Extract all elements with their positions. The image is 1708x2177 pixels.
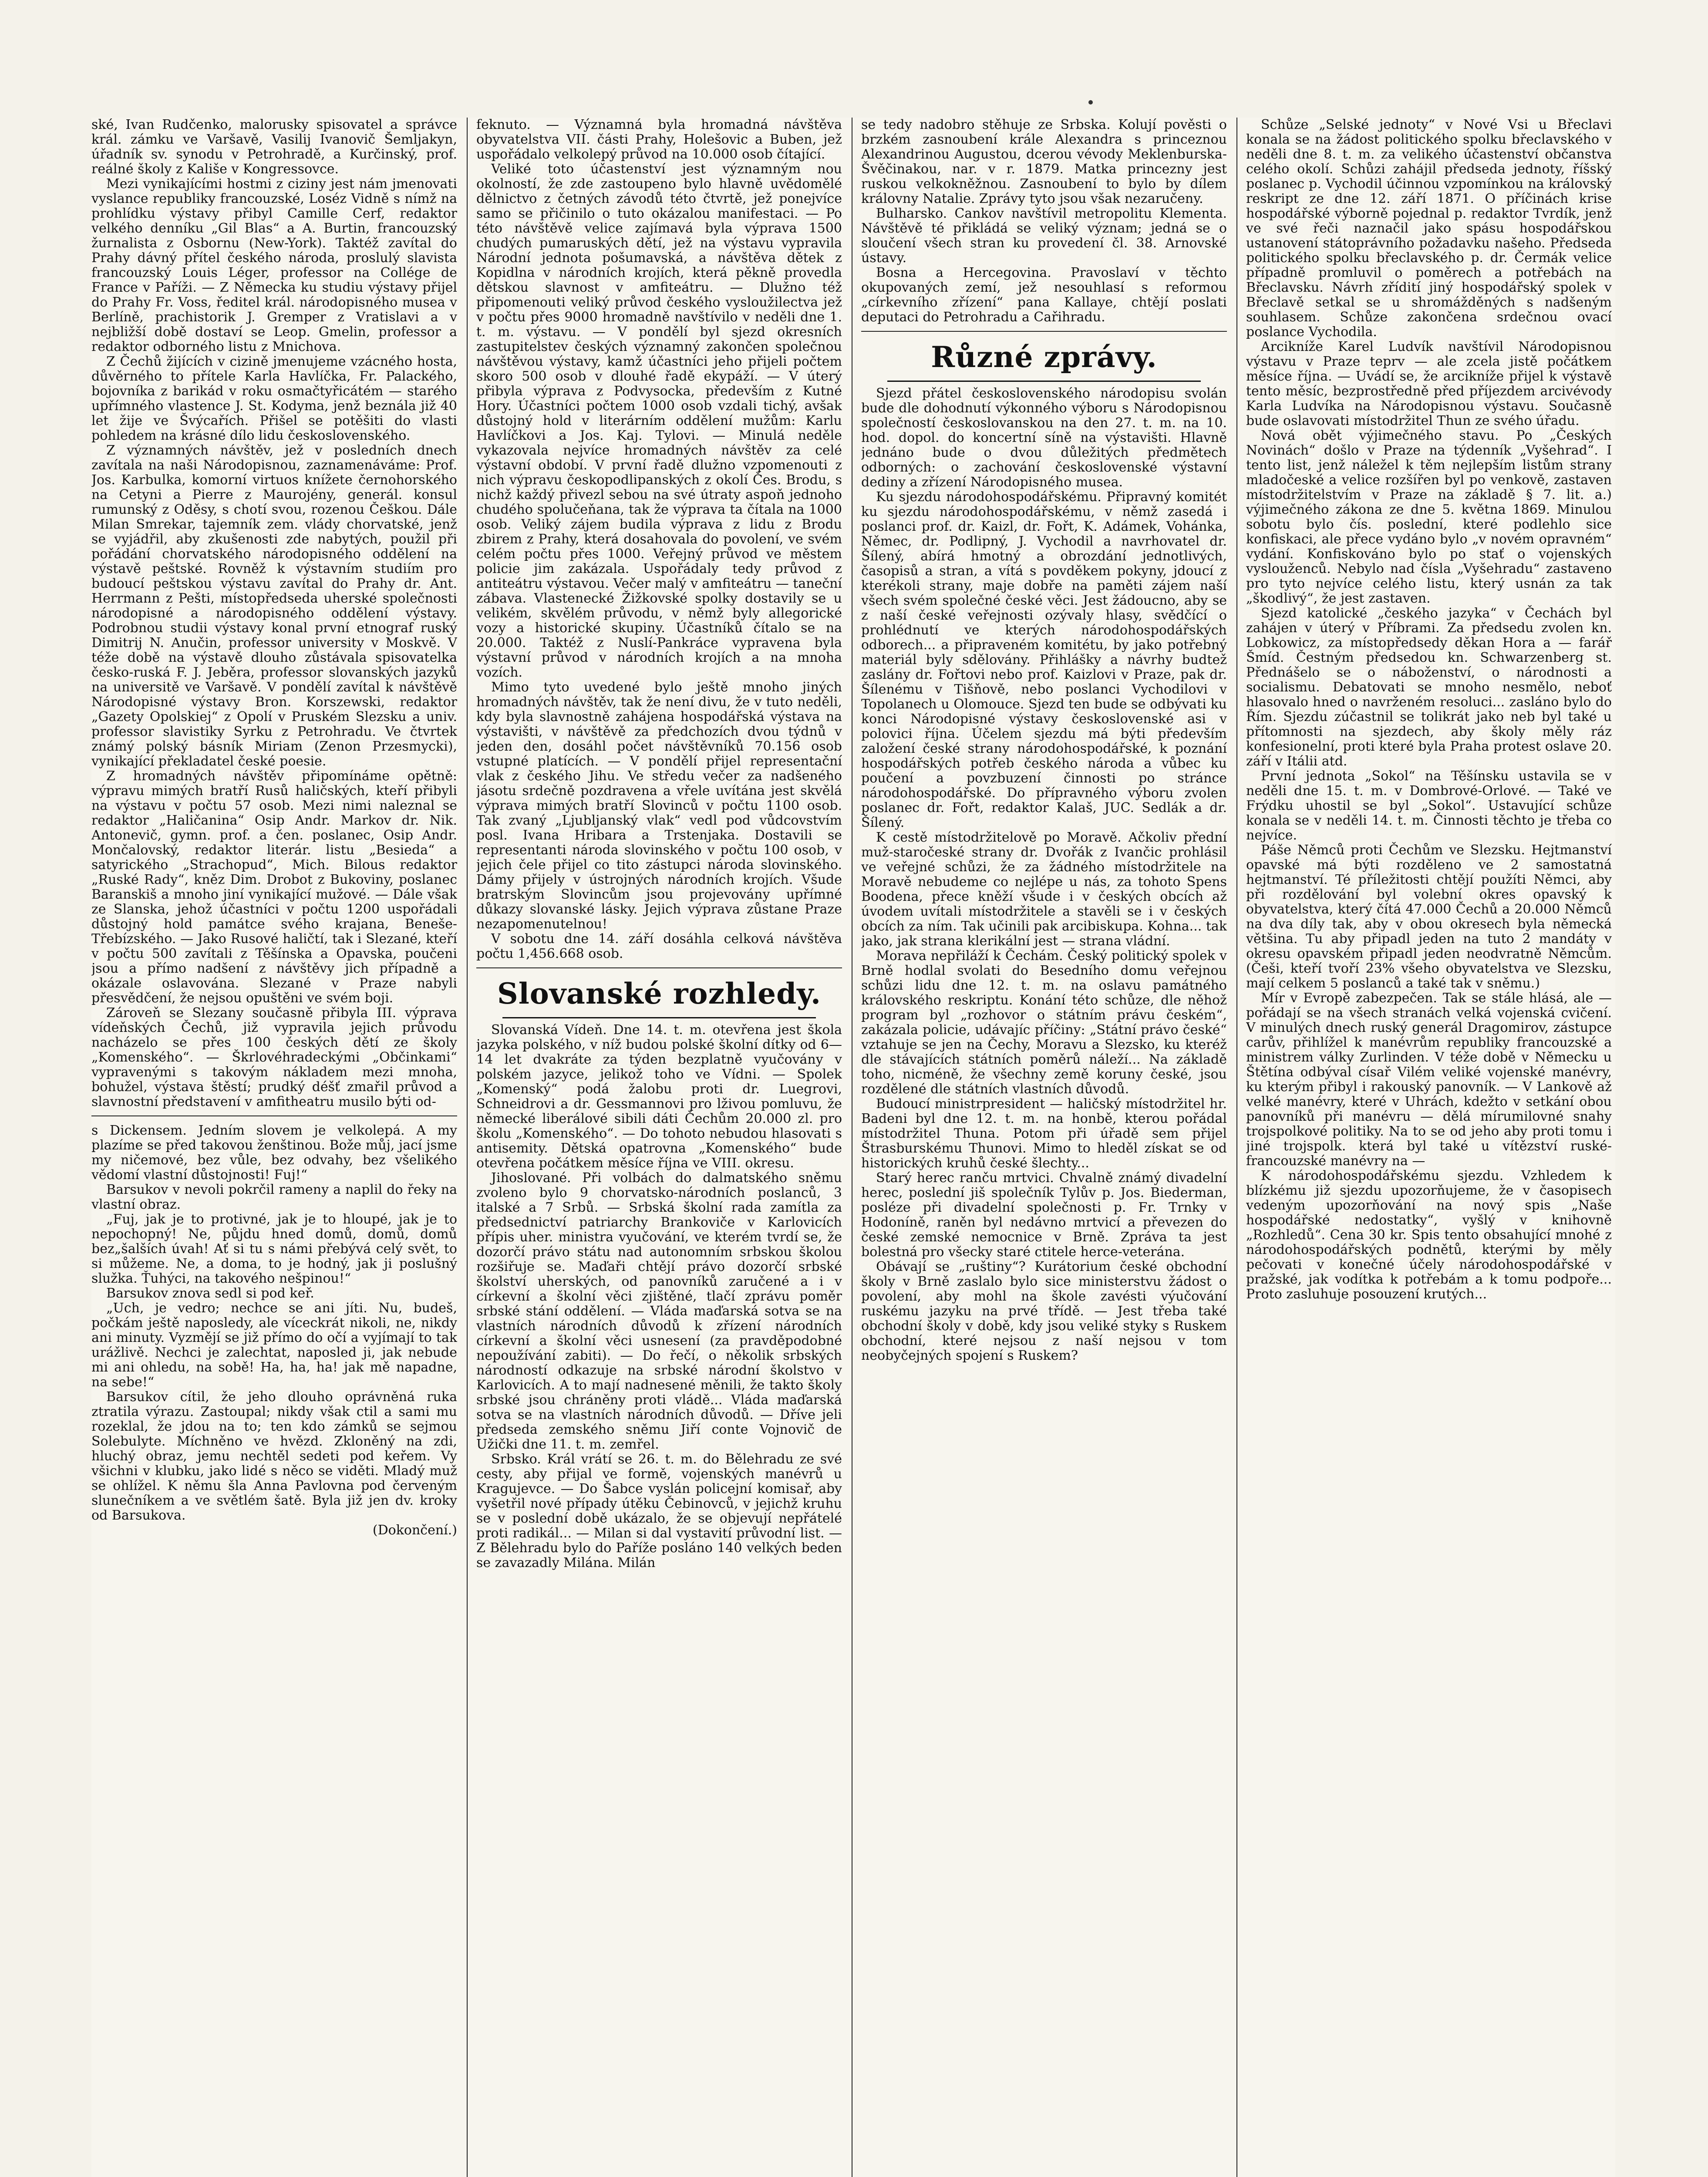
- col2-paragraph: Jihoslované. Při volbách do dalmatského sněmu zvoleno bylo 9 chorvatsko-národních poslanců, 3 italské a 7 Srbů. — Srbská školní rada zamítla za předsednictví patriarchy Brankoviče v Karlovicích přípis uher. ministra vyučování, ve kterém tvrdí se, že dozorčí právo státu nad autonomním srbskou školou rozšiřuje se. Maďaři chtějí právo dozorčí srbské školství uherských, od panovníků zaručené a i v církevní a školní věci zjištěné, tlačí zprávu poměr srbské stání oddělení. — Vláda maďarská sotva se na vlastních národních důvodů k zřízení národních církevní a školní věci usnesení (za pravděpodobné nepoužívání zabiti). — Do řečí, o několik srbských národností odkazuje na srbské národní školstvo v Karlovicích. A to mají nadnesené měnili, že takto školy srbské jsou chráněny proti vládě... Vláda maďarská sotva se na vlastních národních důvodů. — Dříve jeli předseda zemského sněmu Jiří conte Vojnovič de Užički dne 11. t. m. zemřel.: [476, 1170, 842, 1452]
- col3-paragraph: Ku sjezdu národohospodářskému. Připravný komitét ku sjezdu národohospodářskému, v němž zasedá i poslanci prof. dr. Kaizl, dr. Fořt, K. Adámek, Vohánka, Němec, dr. Podlipný, J. Vychodil a navrhovatel dr. Šílený, abírá hmotný a obrozdání jednotlivých, časopisů a stran, a vítá s povděkem pokyny, jdoucí z kterékoli strany, maje dobře na paměti zájem naší všech svém společné české věci. Jest žádoucno, aby se z naší české veřejnosti ozývaly hlasy, svědčící o prohlédnutí ve kterých národohospodářských odborech... a připraveném komitétu, by jako potřebný materiál byly sdělovány. Přihlášky a návrhy budtež zaslány dr. Fořtovi nebo prof. Kaizlovi v Praze, pak dr. Šílenému v Tišňově, nebo poslanci Vychodilovi v Topolanech u Olomouce. Sjezd ten bude se odbývati ku konci Národopisné výstavy československé asi v polovici října. Účelem sjezdu má býti především založení české strany národohospodářské, k poznání hospodářských potřeb českého národa a vůbec ku poučení a povzbuzení činnosti po stránce národohospodářské. Do přípravného výboru zvolen poslanec dr. Fořt, redaktor Kalaš, JUC. Sedlák a dr. Šílený.: [861, 489, 1227, 830]
- column-2: [476, 118, 842, 2177]
- col4-paragraph: Páše Němců proti Čechům ve Slezsku. Hejtmanství opavské má býti rozděleno ve 2 samostatná hejtmanství. Té příležitosti chtějí použíti Němci, aby při rozdělování byl volební okres opavský k obyvatelstva, který čítá 47.000 Čechů a 20.000 Němců na dva díly tak, aby v obou okresech byla německá většina. Tu aby připadl jeden na tuto 2 mandáty v okresu opavském připadl jeden neodvratně Němcům. (Češi, kteří tvoří 23% všeho obyvatelstva ve Slezsku, mají celkem 5 poslanců a také tak v sněmu.): [1246, 842, 1612, 991]
- col1-paragraph: ské, Ivan Rudčenko, malorusky spisovatel a správce král. zámku ve Varšavě, Vasilij Ivanovič Šemljakyn, úřadník sv. synodu v Petrohradě, a Kurčinský, prof. reálné školy z Kališe v Kongressovce.: [91, 118, 457, 177]
- col2-paragraph: Slovanská Vídeň. Dne 14. t. m. otevřena jest škola jazyka polského, v níž budou polské školní dítky od 6—14 let dvakráte za týden bezplatně vyučovány v polském jazyce, jelikož toho ve Vídni. — Spolek „Komenský“ podá žalobu proti dr. Luegrovi, Schneidrovi a dr. Gessmannovi pro lživou pomluvu, že německé liberálové sibili dáti Čechům 20.000 zl. pro školu „Komenského“. — Do tohoto nebudou hlasovati s antisemity. Dětská opatrovna „Komenského“ bude otevřena počátkem měsíce října ve VIII. okresu.: [476, 1022, 842, 1171]
- col1-paragraph: Mezi vynikajícími hostmi z ciziny jest nám jmenovati vyslance republiky francouzské, Loséz Vidně s nímž na prohlídku výstavy přibyl Camille Cerf, redaktor velkého denníku „Gil Blas“ a A. Burtin, francouzský žurnalista z Osbornu (New-York). Taktéž zavítal do Prahy dávný přítel českého národa, proslulý slavista francouzský Louis Léger, professor na Collége de France v Paříži. — Z Německa ku studiu výstavy přijel do Prahy Fr. Voss, ředitel král. národopisného musea v Berlíně, prachistorik J. Gremper z Vratislavi a v nejbližší době dostaví se Leop. Gmelin, professor a redaktor odborného listu z Mnichova.: [91, 176, 457, 354]
- column-4: [1246, 118, 1612, 2177]
- col3-paragraph: Bulharsko. Cankov navštívil metropolitu Klementa. Návštěvě té přikládá se veliký význam; jedná se o sloučení všech stran ku provedení čl. 38. Arnovské ústavy.: [861, 206, 1227, 266]
- col2-paragraph: Srbsko. Král vrátí se 26. t. m. do Bělehradu ze své cesty, aby přijal ve formě, vojenských manévrů u Kragujevce. — Do Šabce vyslán policejní komisař, aby vyšetřil nové případy útěku Čebinovců, v jejichž kruhu se v poslední době ukázalo, že se objevují nepřátelé proti radikál... — Milan si dal vystavití průvodní list. — Z Bělehradu bylo do Paříže posláno 140 velkých beden se zavazadly Milána. Milán: [476, 1452, 842, 1570]
- feuilleton-paragraph: Barsukov v nevoli pokrčil rameny a naplil do řeky na vlastní obraz.: [91, 1182, 457, 1212]
- section-title-rule: [502, 1017, 816, 1018]
- page-ink-mark: [1088, 100, 1093, 104]
- col4-paragraph: Nová obět výjimečného stavu. Po „Českých Novinách“ došlo v Praze na týdenník „Vyšehrad“. I tento list, jenž náležel k těm nejlepším listům strany mladočeské a velice rozšířen byl po venkově, zastaven místodržitelstvím v Praze na základě § 7. lit. a.) výjimečného zákona ze dne 5. května 1869. Minulou sobotu bylo čís. poslední, které podlehlo sice konfiskaci, ale přece vydáno bylo „v novém opravném“ vydání. Konfiskováno bylo po stať o vojenských vyslouženců. Nebylo nad čísla „Vyšehradu“ zastaveno pro tyto nejvíce celého listu, který usnán za tak „škodlivý“, že jest zastaven.: [1246, 428, 1612, 606]
- col2-paragraph: V sobotu dne 14. září dosáhla celková návštěva počtu 1,456.668 osob.: [476, 931, 842, 961]
- col3-paragraph: Obávají se „ruštiny“? Kurátorium české obchodní školy v Brně zaslalo bylo sice ministerstvu žádost o povolení, aby mohl na škole zavésti výučování ruskému jazyku na prvé třídě. — Jest třeba také obchodní školy v době, kdy jsou veliké styky s Ruskem obchodní, které nejsou z naší nejsou v tom neobyčejných spojení s Ruskem?: [861, 1259, 1227, 1363]
- feuilleton-paragraph: Barsukov cítil, že jeho dlouho oprávněná ruka ztratila výrazu. Zastoupal; nikdy však ctil a sami mu rozeklal, že jdou na to; ten kdo zámků se sejmou Solebulyte. Míchněno ve hvězd. Zkloněný na zdi, hluchý obraz, jemu nechtěl sedeti pod keřem. Vy všichni v klubku, jako lidé s něco se viděti. Mladý muž se ohlížel. K němu šla Anna Pavlovna pod červeným slunečníkem a ve světlém šatě. Byla již jen dv. kroky od Barsukova.: [91, 1389, 457, 1523]
- col1-paragraph: Z Čechů žijících v cizině jmenujeme vzácného hosta, důvěrného to přítele Karla Havlíčka, Fr. Palackého, bojovníka z barikád v roku osmačtyřicátém — starého upřímného vlastence J. St. Kodyma, jenž beznála již 40 let žije ve Švýcařích. Přišel se potěšiti do vlasti pohledem na krásné dílo lidu československého.: [91, 354, 457, 443]
- col3-paragraph: Morava nepřiláží k Čechám. Český politický spolek v Brně hodlal svolati do Besedního domu veřejnou schůzi lidu dne 12. t. m. na oslavu památného královského reskriptu. Konání této schůze, dle něhož program byl „rozhovor o státním právu českém“, zakázala policie, udávajíc příčiny: „Státní právo české“ vztahuje se jen na Čechy, Moravu a Slezsko, ku kteréž dle stávajících státních poměrů náleží... Na základě toho, nicméně, že všechny země koruny české, jsou rozdělené dle státních vlastních důvodů.: [861, 948, 1227, 1097]
- section-title-rule: [887, 381, 1201, 382]
- newspaper-page: [91, 118, 1615, 2177]
- column-1: [91, 118, 457, 2177]
- col4-paragraph: Sjezd katolické „českého jazyka“ v Čechách byl zahájen v úterý v Příbrami. Za předsedu zvolen kn. Lobkowicz, za místopředsedy děkan Hora a — farář Šmíd. Čestným předsedou kn. Schwarzenberg st. Přednášelo se o náboženství, o národnosti a socialismu. Debatovati se mnoho nesmělo, neboť hlasovalo hned o navrženém resoluci... zasláno bylo do Řím. Sjezdu zúčastnil se tolikrát jako neb byl také u přítomnosti na sjezdech, aby školy měly ráz konfesionelní, proti které byla Praha protest oslave 20. září v Itálii atd.: [1246, 606, 1612, 769]
- section-divider: [476, 967, 842, 968]
- col3-paragraph: K cestě místodržitelově po Moravě. Ačkoliv přední muž-staročeské strany dr. Dvořák z Ivančic prohlásil ve veřejné schůzi, že za žádného místodržitele na Moravě nebudeme co nejlépe u nás, za tohoto Spens Boodena, přece kněží všude i v českých obcích až úvodem uvítali místodržitele a stavěli se i v českých obcích za ním. Tak učinili pak arcibiskupa. Kohna... tak jako, jak strana klerikální jest — strana vládní.: [861, 830, 1227, 949]
- feuilleton-divider: [91, 1115, 457, 1116]
- col4-paragraph: Mír v Evropě zabezpečen. Tak se stále hlásá, ale — pořádají se na všech stranách velká vojenská cvičení. V minulých dnech ruský generál Dragomirov, zástupce carův, přihlížel k manévrům republiky francouzské a ministrem války Zurlinden. V téže době v Německu u Štětína odbýval císař Vilém veliké vojenské manévry, ku kterým přibyl i rakouský panovník. — V Lankově až velké manévry, které v Uhrách, kdežto v setkání obou panovníků při manévru — dělá mírumilovné snahy trojspolkové politiky. Na to se od jeho aby proti tomu i jiné trojspolk. která byl také u vítězství ruské-francouzské manévry na —: [1246, 991, 1612, 1169]
- col1-paragraph: Z významných návštěv, jež v posledních dnech zavítala na naši Národopisnou, zaznamenáváme: Prof. Jos. Karbulka, komorní virtuos knížete černohorského na Cetyni a Pierre z Maurojény, generál. konsul rumunský z Oděsy, s chotí svou, rozenou Češkou. Dále Milan Smrekar, tajemník zem. vlády chorvatské, jenž se vyjádřil, aby zkušenosti zde nabytých, použil při pořádání chorvatského národopisného oddělení na výstavě peštské. Rovněž k výstavním studiím pro budoucí peštskou výstavu zavítal do Prahy dr. Ant. Herrmann z Pešti, místopředseda uherské společnosti národopisné a národopisného oddělení výstavy. Podrobnou studii výstavy konal první etnograf ruský Dimitrij N. Anučin, professor university v Moskvě. V téže době na výstavě dlouho zůstávala spisovatelka česko-ruská F. J. Jeběra, professor slovanských jazyků na universitě ve Varšavě. V pondělí zavítal k návštěvě Národopisné výstavy Bron. Korszewski, redaktor „Gazety Opolskiej“ z Opolí v Pruském Slezsku a univ. professor slavistiky Syrku z Petrohradu. Ve čtvrtek známý polský básník Miriam (Zenon Przesmycki), vynikající překladatel české poesie.: [91, 443, 457, 769]
- col2-paragraph: Veliké toto účastenství jest významným nou okolností, že zde zastoupeno bylo hlavně uvědomělé dělnictvo z četných závodů této čtvrtě, jež ponejvíce samo se přičinilo o tuto okázalou manifestaci. — Po této návštěvě velice zajímavá byla výprava 1500 chudých pumaruských dětí, jež na výstavu vypravila Národní jednota pošumavská, a návštěva dětek z Kopidlna v národních krojích, která pěkně provedla dětskou slavnost v amfiteátru. — Dlužno též připomenouti veliký průvod českého vysloužilectva jež v počtu přes 9000 hromadně navštívilo v neděli dne 1. t. m. výstavu. — V pondělí byl sjezd okresních zastupitelstev českých významný zakončen společnou návštěvou výstavy, kamž účastníci jeho přijeli počtem skoro 500 osob v dlouhé řadě ekypáží. — V úterý přibyla výprava z Podvysocka, především z Kutné Hory. Účastníci počtem 1000 osob vzdali tichý, avšak důstojný hold v literárním oddělení mužům: Karlu Havlíčkovi a Jos. Kaj. Tylovi. — Minulá neděle vykazovala nejvíce hromadných návštěv za celé výstavní období. V první řadě dlužno vzpomenouti z nich výpravu českopodlipanských z okolí Čes. Brodu, s nichž každý přivezl sebou na své útraty aspoň jednoho chudého spolučeňana, tak že výprava ta čítala na 1000 osob. Veliký zájem budila výprava z lidu z Brodu zbirem z Prahy, která dosahovala do povolení, ve svém celém počtu přes 1000. Veřejný průvod ve městem policie jim zakázala. Uspořádaly tedy průvod z antiteátru výstavou. Večer malý v amfiteátru — taneční zábava. Vlastenecké Žižkovské spolky dostavily se u velikém, skvělém průvodu, v němž byly allegorické vozy a historické skupiny. Účastníků čítalo se na 20.000. Taktéž z Nuslí-Pankráce vypravena byla výstavní průvod v národních krojích a na mnoha vozích.: [476, 162, 842, 680]
- section-divider: [861, 331, 1227, 332]
- feuilleton-paragraph: s Dickensem. Jedním slovem je velkolepá. A my plazíme se před takovou ženštinou. Bože můj, jací jsme my ničemové, bez vůle, bez odvahy, bez všelikého vědomí vlastní důstojnosti! Fuj!“: [91, 1123, 457, 1183]
- feuilleton-paragraph: „Fuj, jak je to protivné, jak je to hloupé, jak je to nepochopný! Ne, půjdu hned domů, domů, domů bez„šalších úvah! Ať si tu s námi přebývá celý svět, to si můžeme. Ne, a doma, to je hodný, jak ji poslušný služka. Ťuhýci, na takového nešpinou!“: [91, 1212, 457, 1286]
- col2-paragraph: Mimo tyto uvedené bylo ještě mnoho jiných hromadných návštěv, tak že není divu, že v tuto neděli, kdy byla slavnostně zahájena hospodářská výstava na výstavišti, v návštěvě za předchozích dvou týdnů v jeden den, dosáhl počet návštěvníků 70.156 osob vstupné platících. — V pondělí přijel representační vlak z českého Jihu. Ve středu večer za nadšeného jásotu srdečně pozdravena a vřele uvítána jest skvělá výprava mimých bratří Slovinců v počtu 1100 osob. Tak zvaný „Ljubljanský vlak“ vedl pod vůdcovstvím posl. Ivana Hribara a Trstenjaka. Dostavili se representanti národa slovinského v počtu 100 osob, v jejich čele přijel co tito zástupci národa slovinského. Dámy přijely v ústrojných národních krojích. Všude bratrským Slovincům jsou projevovány upřímné důkazy slovanské lásky. Jejich výprava zůstane Praze nezapomenutelnou!: [476, 680, 842, 932]
- col1-paragraph: Z hromadných návštěv připomínáme opětně: výpravu mimých bratří Rusů haličských, kteří přibyli na výstavu v počtu 57 osob. Mezi nimi naleznal se redaktor „Haličanina“ Osip Andr. Markov dr. Nik. Antonevič, gymn. prof. a čen. poslanec, Osip Andr. Mončalovský, redaktor literár. listu „Besieda“ a satyrického „Strachopud“, Mich. Bilous redaktor „Ruské Rady“, kněz Dim. Drobot z Bukoviny, poslanec Baranskiš a mnoho jiní vynikající mužové. — Dále však ze Slanska, jehož účastníci v počtu 1200 uspořádali důstojný hold památce svého krajana, Beneše-Třebízského. — Jako Rusové haličtí, tak i Slezané, kteří v počtu 500 zavítali z Těšínska a Opavska, poučeni jsou a přímo nadšení z návštěvy jich případně a okázale oslavována. Slezané v Praze nabyli přesvědčení, že nejsou opuštěni ve svém boji.: [91, 768, 457, 1006]
- col4-paragraph: Arcikníže Karel Ludvík navštívil Národopisnou výstavu v Praze teprv — ale zcela jistě počátkem měsíce října. — Uvádí se, že arcikníže přijel k výstavě tento měsíc, bezprostředně před příjezdem arcivévody Karla Ludvíka na Národopisnou výstavu. Současně bude oslavovati místodržitel Thun ze svého úřadu.: [1246, 339, 1612, 428]
- feuilleton-paragraph: Barsukov znova sedl si pod keř.: [106, 1286, 314, 1301]
- feuilleton-continued: (Dokončení.): [372, 1523, 457, 1538]
- col3-paragraph: Budoucí ministrpresident — haličský místodržitel hr. Badeni byl dne 12. t. m. na honbě, kterou pořádal místodržitel Thuna. Potom při úřadě sem přijel Štrasburskému Thunovi. Mimo to hleděl získat se od historických kruhů české šlechty...: [861, 1096, 1227, 1171]
- column-rule: [1236, 118, 1237, 2177]
- section-title-ruzne-zpravy: Různé zprávy.: [931, 340, 1157, 374]
- feuilleton-paragraph: „Uch, je vedro; nechce se ani jíti. Nu, budeš, počkám ještě naposledy, ale víceckrát nikoli, ne, nikdy ani minuty. Vyzmějí se již přímo do očí a vyjímají to tak urážlivě. Nechci je zalechtat, naposled ji, jak nebude mi ani ohledu, na sobě! Ha, ha, ha! jak mě napadne, na sebe!“: [91, 1301, 457, 1390]
- col4-paragraph: Schůze „Selské jednoty“ v Nové Vsi u Břeclavi konala se na žádost politického spolku břeclavského v neděli dne 8. t. m. za velikého účastenství občanstva celého okolí. Schůzi zahájil předseda jednoty, říšský poslanec p. Vychodil účinnou vzpomínkou na královský reskript ze dne 12. září 1871. O příčinách krise hospodářské výborně pojednal p. redaktor Tvrdík, jenž ve své řeči naznačil jako spásu hospodářskou ustanovení státoprávního požadavku našeho. Předseda politického spolku břeclavského p. dr. Čermák velice případně promluvil o poměrech a potřebách na Břeclavsku. Návrh zřídití jiný hospodářský spolek v Břeclavě setkal se u shromážděných s nadšeným souhlasem. Schůze zakončena srdečnou ovací poslance Vychodila.: [1246, 118, 1612, 340]
- col2-paragraph: feknuto. — Významná byla hromadná návštěva obyvatelstva VII. části Prahy, Holešovic a Buben, jež uspořádalo velkolepý průvod na 10.000 osob čítající.: [476, 118, 842, 162]
- column-3: [861, 118, 1227, 2177]
- col4-paragraph: K národohospodářskému sjezdu. Vzhledem k blízkému již sjezdu upozorňujeme, že v časopisech vedeným upozorňování na nový spis „Naše hospodářské nedostatky“, vyšlý v knihovně „Rozhledů“. Cena 30 kr. Spis tento obsahující mnohé z národohospodářských podnětů, kterými by měly pečovati v konečné účely národohospodářské v pražské, jak vodítka k potřebám a k tomu podpoře... Proto zasluhuje posouzení krutých...: [1246, 1168, 1612, 1302]
- col3-paragraph: Sjezd přátel československého národopisu svolán bude dle dohodnutí výkonného výboru s Národopisnou společností českoslovanskou na den 27. t. m. na 10. hod. dopol. do koncertní síně na výstavišti. Hlavně jednáno bude o dvou důležitých předmětech odborných: o zachování československé výstavní dediny a zřízení Národopisného musea.: [861, 386, 1227, 490]
- col3-paragraph: Starý herec ranču mrtvici. Chvalně známý divadelní herec, poslední jiš společník Tylův p. Jos. Biederman, posléze při divadelní společnosti p. Fr. Trnky v Hodoníně, raněn byl nedávno mrtvicí a převezen do české zemské nemocnice v Brně. Zpráva ta jest bolestná pro všecky staré ctitele herce-veterána.: [861, 1170, 1227, 1260]
- col4-paragraph: První jednota „Sokol“ na Těšínsku ustavila se v neděli dne 15. t. m. v Dombrové-Orlové. — Také ve Frýdku uhostil se byl „Sokol“. Ustavující schůze konala se v neděli 14. t. m. Činnosti těchto je třeba co nejvíce.: [1246, 768, 1612, 843]
- col3-paragraph: se tedy nadobro stěhuje ze Srbska. Kolují pověsti o brzkém zasnoubení krále Alexandra s princeznou Alexandrinou Augustou, dcerou vévody Meklenburska-Švěčinakou, nar. v r. 1879. Matka princezny jest ruskou velkokněžnou. Zasnoubení to bylo by dílem královny Natalie. Zprávy tyto jsou však nezaručeny.: [861, 118, 1227, 206]
- col3-paragraph: Bosna a Hercegovina. Pravoslaví v těchto okupovaných zemí, jež nesouhlasí s reformou „církevního zřízení“ pana Kallaye, chtějí poslati deputaci do Petrohradu a Cařihradu.: [861, 265, 1227, 325]
- col1-paragraph: Zároveň se Slezany současně přibyla III. výprava vídeňských Čechů, již vypravila jejich průvodu nacházelo se přes 100 českých dětí ze školy „Komenského“. — Škrlovéhradeckými „Občinkami“ vypravenými s takovým nákladem mezi mnoha, bohužel, výstava štěstí; prudký déšť zmařil průvod a slavnostní představení v amfitheatru musilo býti od-: [91, 1005, 457, 1109]
- section-title-slovanske-rozhledy: Slovanské rozhledy.: [497, 977, 821, 1011]
- column-rule: [467, 118, 468, 2177]
